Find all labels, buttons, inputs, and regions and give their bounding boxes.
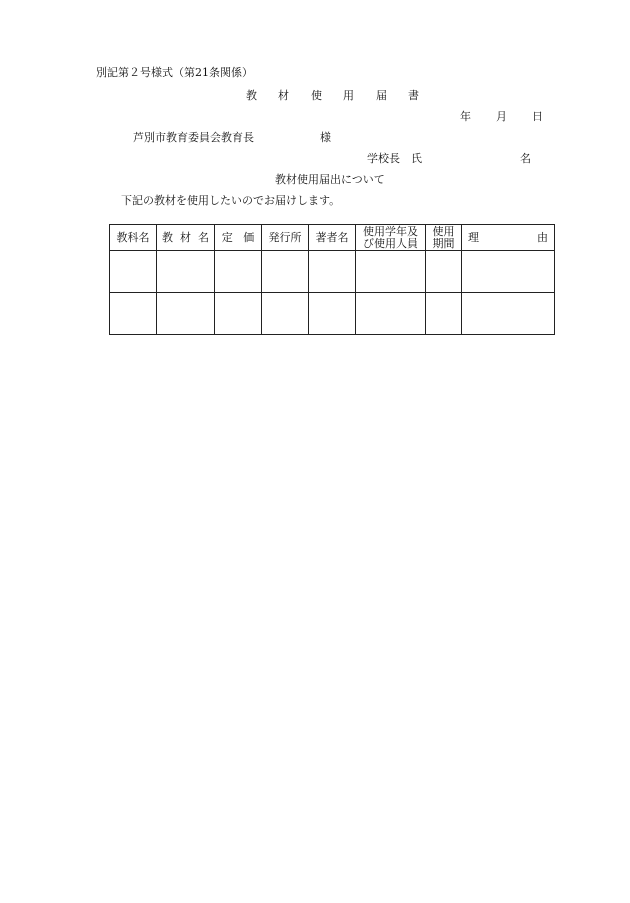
table-cell[interactable] [215,293,262,335]
table-cell[interactable] [262,251,309,293]
subject-line: 教材使用届出について [275,173,385,186]
table-cell[interactable] [426,293,462,335]
header-subject: 教科名 [110,225,157,251]
table-cell[interactable] [110,251,157,293]
table-row [110,251,555,293]
table-cell[interactable] [426,251,462,293]
table-row [110,293,555,335]
document-title-char: 教 [246,89,257,102]
header-material [157,225,215,251]
document-title-char: 届 [376,89,387,102]
header-reason-char: 理 [468,230,479,244]
header-material-char: 教 [162,230,173,244]
table-cell[interactable] [356,293,426,335]
header-grade-users [356,225,426,251]
table-cell[interactable] [262,293,309,335]
header-material-char: 名 [198,230,209,244]
form-number-label: 別記第２号様式（第21条関係） [96,66,253,79]
header-reason-char: 由 [537,230,548,244]
header-period [426,225,462,251]
document-title-char: 用 [343,89,354,102]
date-year: 年 [460,110,471,123]
table-cell[interactable] [110,293,157,335]
header-grade-line2: び使用人員 [363,236,418,250]
table-cell[interactable] [309,293,356,335]
header-reason [462,225,555,251]
header-author: 著者名 [309,225,356,251]
header-material-char: 材 [180,230,191,244]
table-cell[interactable] [462,251,555,293]
date-month: 月 [496,110,507,123]
materials-table [109,224,555,335]
table-header-row [110,225,555,251]
table-cell[interactable] [215,251,262,293]
header-price-char: 価 [243,230,255,244]
table-cell[interactable] [157,251,215,293]
header-publisher: 発行所 [262,225,309,251]
body-text: 下記の教材を使用したいのでお届けします。 [121,194,341,207]
addressee-honorific: 様 [320,131,331,144]
addressee-name: 芦別市教育委員会教育長 [133,131,254,144]
table-cell[interactable] [356,251,426,293]
sender-label: 学校長 氏 [367,152,422,165]
header-price-char: 定 [221,230,233,244]
table-cell[interactable] [309,251,356,293]
document-title-char: 材 [278,89,289,102]
document-title-char: 使 [311,89,322,102]
table-cell[interactable] [462,293,555,335]
document-title-char: 書 [408,89,419,102]
header-period-line1: 使用 [432,224,455,238]
header-price [215,225,262,251]
table-cell[interactable] [157,293,215,335]
header-period-line2: 期間 [432,236,455,250]
header-grade-line1: 使用学年及 [363,224,418,238]
date-day: 日 [532,110,543,123]
sender-name-suffix: 名 [520,152,531,165]
